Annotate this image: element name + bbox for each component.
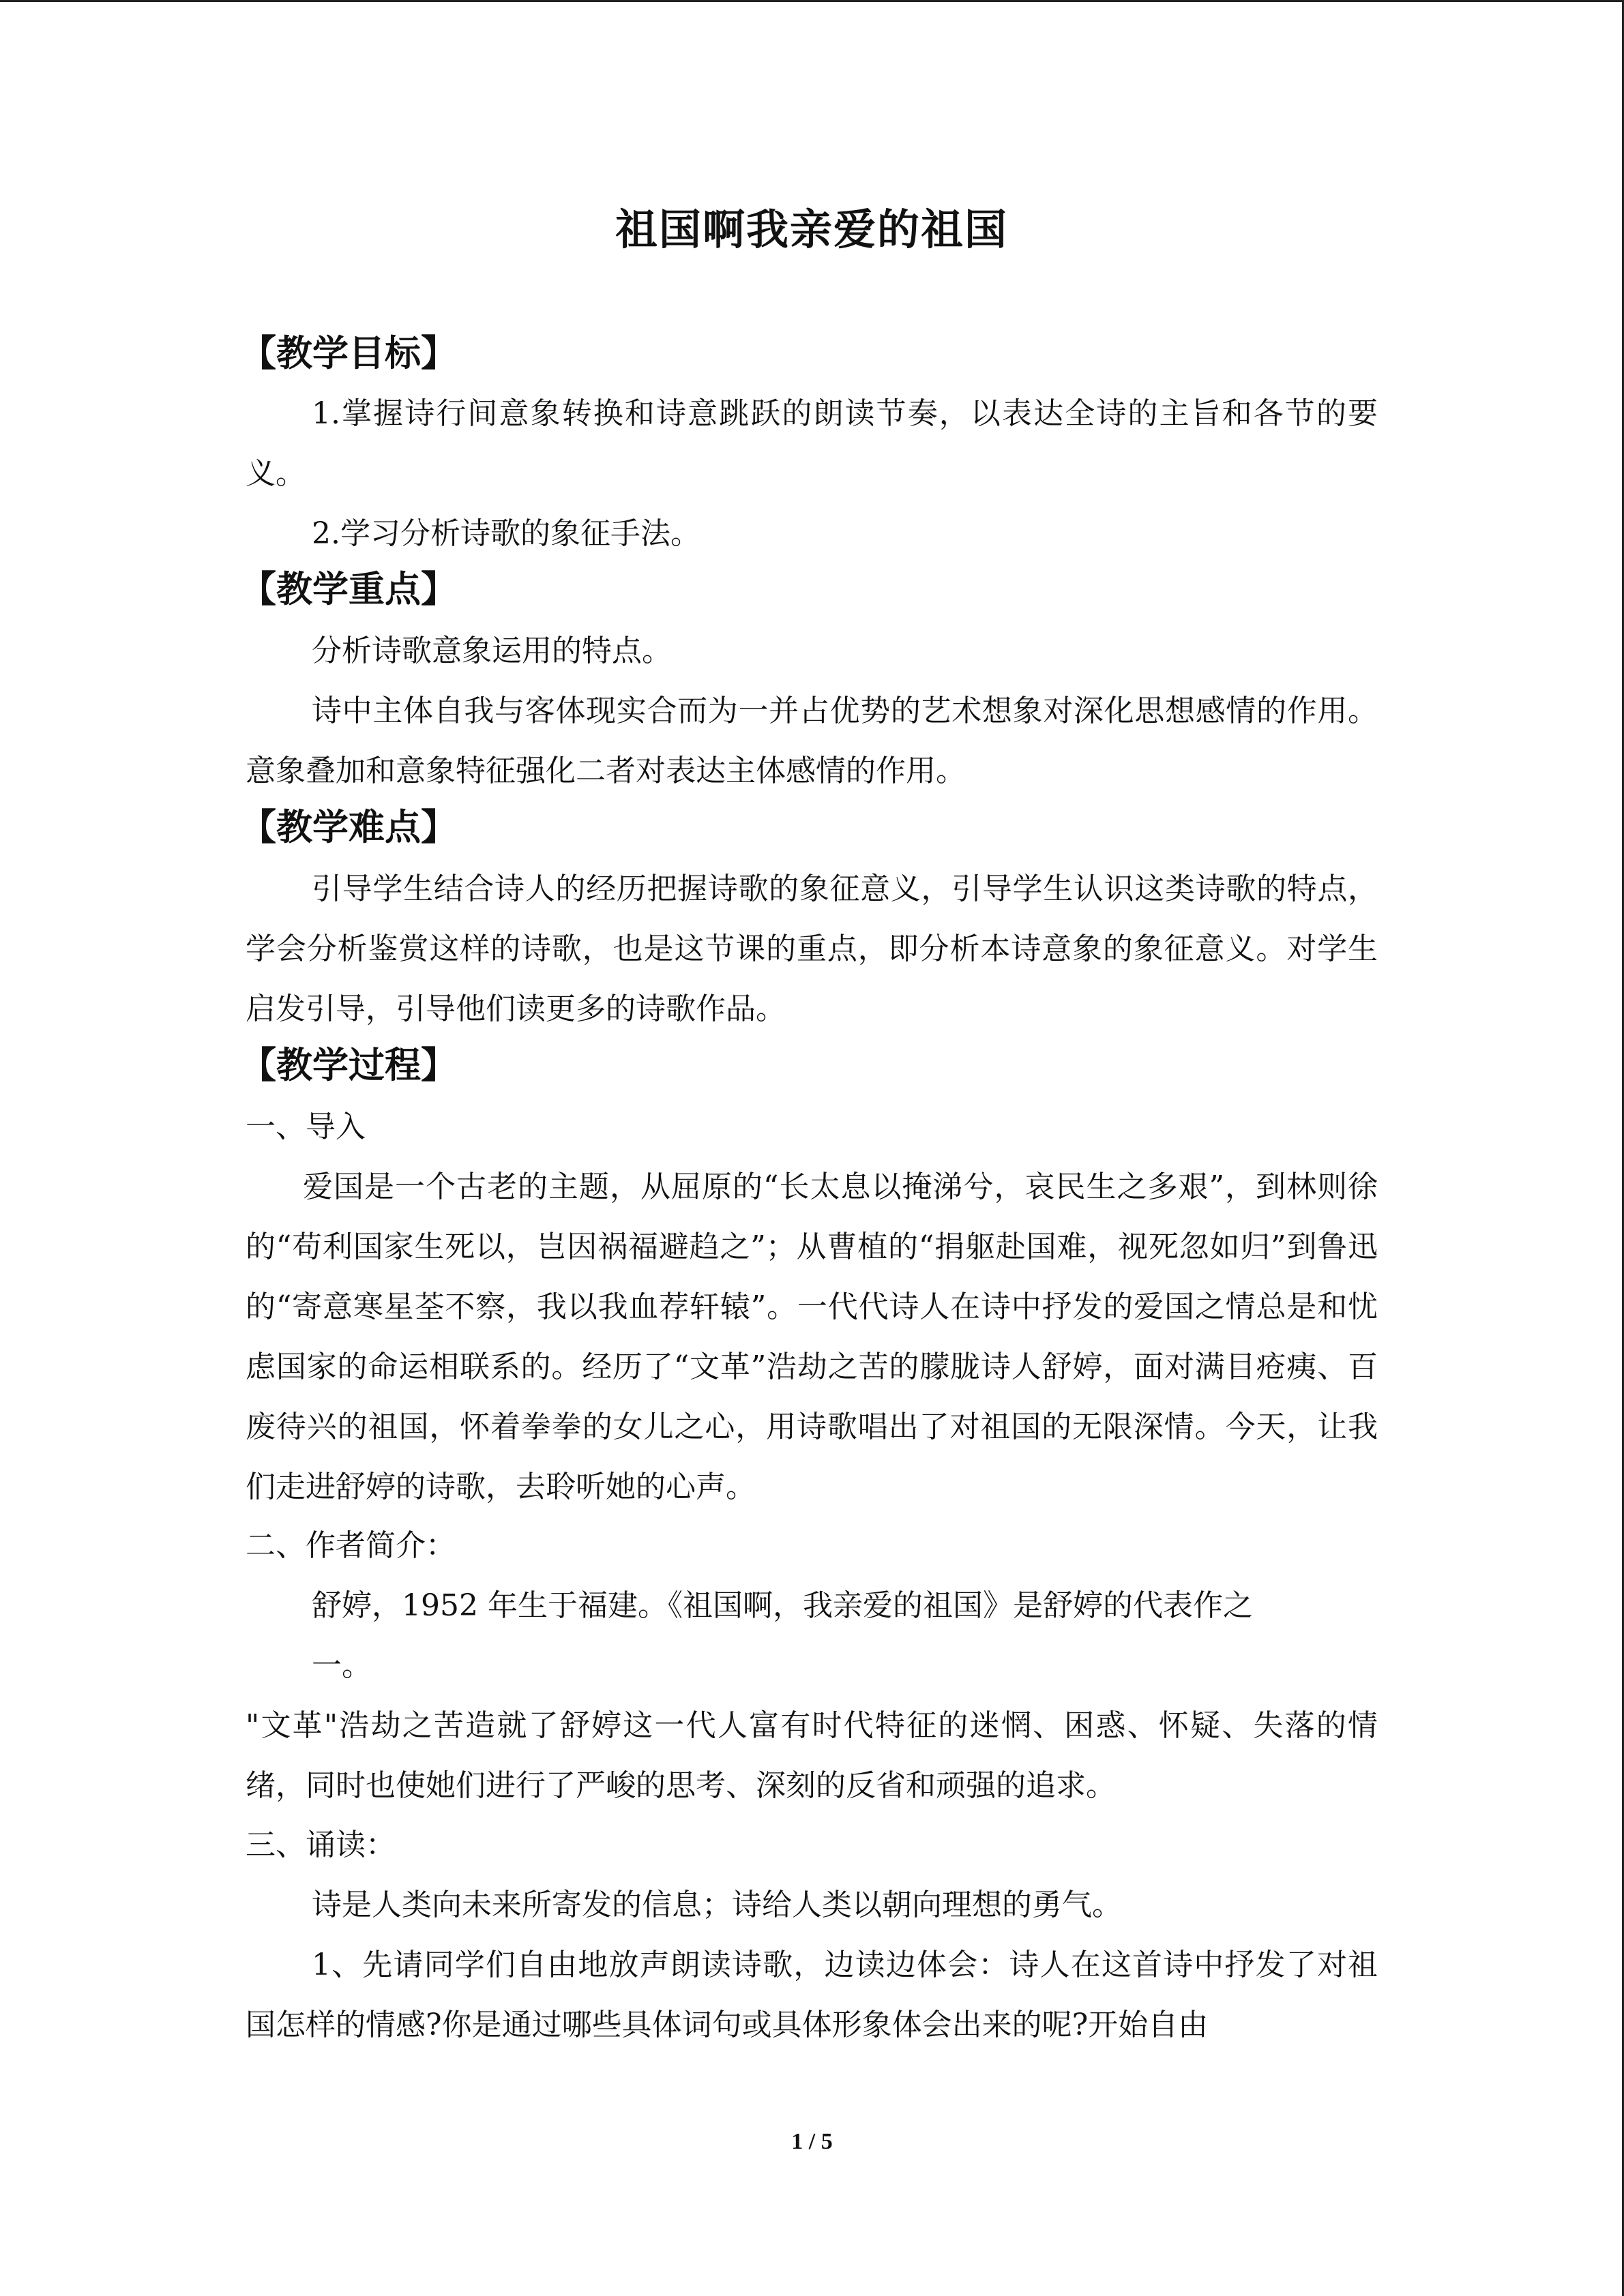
heading-objectives: 【教学目标】 (240, 333, 457, 374)
heading-key-points: 【教学重点】 (240, 569, 457, 610)
key-points-paragraph-1: 分析诗歌意象运用的特点。 (312, 633, 672, 668)
author-paragraph-1: 舒婷，1952 年生于福建。《祖国啊，我亲爱的祖国》是舒婷的代表作之 (312, 1588, 1253, 1623)
reading-paragraph-1: 诗是人类向未来所寄发的信息；诗给人类以朝向理想的勇气。 (312, 1888, 1122, 1922)
heading-difficulties: 【教学难点】 (240, 807, 457, 848)
objectives-paragraph-2: 2.学习分析诗歌的象征手法。 (312, 516, 700, 551)
objectives-paragraph-1: 1.掌握诗行间意象转换和诗意跳跃的朗读节奏，以表达全诗的主旨和各节的要义。 (246, 396, 1378, 491)
difficulties-paragraph-1: 引导学生结合诗人的经历把握诗歌的象征意义，引导学生认识这类诗歌的特点，学会分析鉴赏这样的诗歌，也是这节课的重点，即分析本诗意象的象征意义。对学生启发引导，引导他们读更多的诗歌作品。 (246, 871, 1378, 1026)
author-paragraph-1-continued: 一。 (312, 1648, 372, 1683)
author-paragraph-2: "文革"浩劫之苦造就了舒婷这一代人富有时代特征的迷惘、困惑、怀疑、失落的情绪，同时也使她们进行了严峻的思考、深刻的反省和顽强的追求。 (246, 1708, 1378, 1803)
reading-paragraph-2: 1、先请同学们自由地放声朗读诗歌，边读边体会：诗人在这首诗中抒发了对祖国怎样的情感?你是通过哪些具体词句或具体形象体会出来的呢?开始自由 (246, 1948, 1378, 2042)
page-border-top (0, 0, 1624, 2)
page-indicator: 1 / 5 (791, 2129, 833, 2154)
heading-process: 【教学过程】 (240, 1045, 457, 1086)
key-points-paragraph-2: 诗中主体自我与客体现实合而为一并占优势的艺术想象对深化思想感情的作用。意象叠加和意象特征强化二者对表达主体感情的作用。 (246, 694, 1378, 788)
page-title: 祖国啊我亲爱的祖国 (615, 205, 1008, 254)
author-label: 二、作者简介： (246, 1528, 456, 1563)
reading-label: 三、诵读： (246, 1828, 396, 1862)
intro-label: 一、导入 (246, 1109, 366, 1144)
intro-paragraph: 爱国是一个古老的主题，从屈原的“长太息以掩涕兮，哀民生之多艰”，到林则徐的“苟利国家生死以，岂因祸福避趋之”；从曹植的“捐躯赴国难，视死忽如归”到鲁迅的“寄意寒星荃不察，我以我血荐轩辕”。一代代诗人在诗中抒发的爱国之情总是和忧虑国家的命运相联系的。经历了“文革”浩劫之苦的朦胧诗人舒婷，面对满目疮痍、百废待兴的祖国，怀着拳拳的女儿之心，用诗歌唱出了对祖国的无限深情。今天，让我们走进舒婷的诗歌，去聆听她的心声。 (246, 1169, 1378, 1504)
